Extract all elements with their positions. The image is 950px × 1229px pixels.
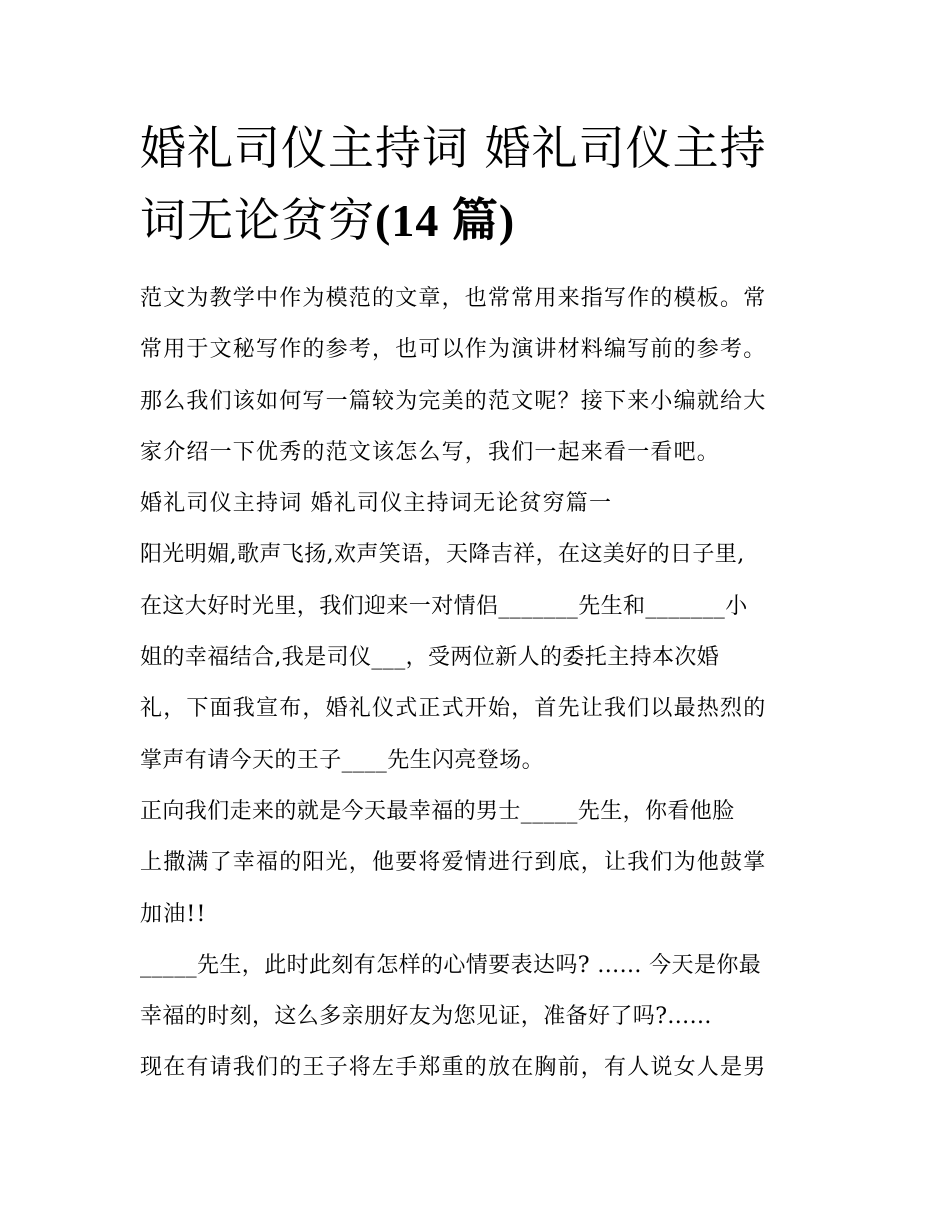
text-line: _____先生，此时此刻有怎样的心情要表达吗? ...... 今天是你最 bbox=[140, 952, 762, 978]
text-line: 掌声有请今天的王子____先生闪亮登场。 bbox=[140, 747, 545, 773]
text-line: 家介绍一下优秀的范文该怎么写，我们一起来看一看吧。 bbox=[140, 439, 721, 465]
text-line: 加油!! bbox=[140, 901, 207, 927]
text-line: 礼，下面我宣布，婚礼仪式正式开始，首先让我们以最热烈的 bbox=[140, 696, 767, 722]
text-line: 常用于文秘写作的参考，也可以作为演讲材料编写前的参考。 bbox=[140, 337, 767, 363]
text-line: 姐的幸福结合,我是司仪___，受两位新人的委托主持本次婚 bbox=[140, 645, 720, 671]
text-line: 阳光明媚,歌声飞扬,欢声笑语，天降吉祥，在这美好的日子里, bbox=[140, 542, 745, 568]
section-heading: 婚礼司仪主持词 婚礼司仪主持词无论贫穷篇一 bbox=[140, 491, 613, 517]
text-line: 现在有请我们的王子将左手郑重的放在胸前，有人说女人是男 bbox=[140, 1055, 767, 1081]
document-page bbox=[140, 112, 830, 1094]
text-line: 在这大好时光里，我们迎来一对情侣_______先生和_______小 bbox=[140, 593, 748, 619]
text-line: 上撒满了幸福的阳光，他要将爱情进行到底，让我们为他鼓掌 bbox=[140, 850, 767, 876]
text-line: 那么我们该如何写一篇较为完美的范文呢？接下来小编就给大 bbox=[140, 388, 767, 414]
title-line-1: 婚礼司仪主持词 婚礼司仪主持 bbox=[140, 121, 767, 175]
document-title bbox=[140, 112, 830, 257]
document-body bbox=[140, 273, 830, 1094]
text-line: 范文为教学中作为模范的文章，也常常用来指写作的模板。常 bbox=[140, 286, 767, 311]
text-line: 幸福的时刻，这么多亲朋好友为您见证，准备好了吗?...... bbox=[140, 1004, 712, 1030]
title-line-2-text: 词无论贫穷 bbox=[140, 193, 375, 247]
title-line-2 bbox=[140, 184, 830, 257]
title-count: (14 篇) bbox=[375, 195, 516, 246]
text-line: 正向我们走来的就是今天最幸福的男士_____先生，你看他脸 bbox=[140, 798, 735, 824]
